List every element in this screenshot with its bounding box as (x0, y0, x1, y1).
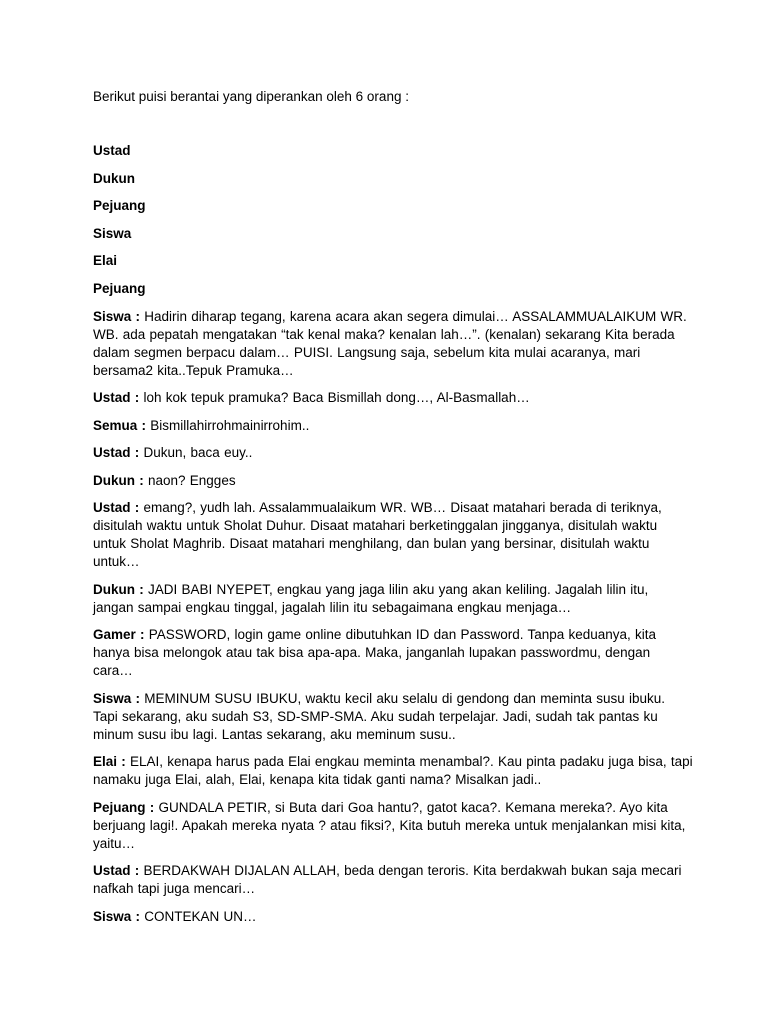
line-text: Hadirin diharap tegang, karena acara akan segera dimulai… ASSALAMMUALAIKUM WR. WB. ada pepatah mengatakan “tak kenal maka? kenalan lah…”. (kenalan) sekarang Kita berada dalam segmen berpacu dalam… PUISI. Langsung saja, sebelum kita mulai acaranya, mari bersama2 kita..Tepuk Pramuka… (93, 308, 687, 378)
speaker-label: Siswa : (93, 690, 141, 706)
intro-text: Berikut puisi berantai yang diperankan oleh 6 orang : (93, 89, 409, 104)
line-text: JADI BABI NYEPET, engkau yang jaga lilin aku yang akan keliling. Jagalah lilin itu, jangan sampai engkau tinggal, jagalah lilin itu sebagaimana engkau menjaga… (93, 581, 649, 615)
speaker-label: Siswa : (93, 308, 141, 324)
cast-item-pejuang-2: Pejuang (93, 280, 146, 296)
dialogue-line (93, 908, 693, 926)
dialogue-line (93, 389, 693, 407)
cast-item-siswa: Siswa (93, 225, 132, 241)
cast-list (93, 142, 693, 308)
dialogue-line (93, 862, 693, 898)
dialogue-line (93, 444, 693, 462)
document-page (93, 88, 693, 935)
dialogue-line (93, 472, 693, 490)
dialogue-section (93, 308, 693, 926)
dialogue-line (93, 690, 693, 744)
speaker-label: Ustad : (93, 863, 140, 879)
line-text: loh kok tepuk pramuka? Baca Bismillah dong…, Al-Basmallah… (139, 390, 530, 406)
dialogue-line (93, 308, 693, 380)
dialogue-line (93, 581, 693, 617)
speaker-label: Ustad : (93, 445, 140, 461)
speaker-label: Gamer : (93, 627, 145, 643)
speaker-label: Dukun : (93, 472, 144, 488)
line-text: CONTEKAN UN… (140, 908, 257, 924)
speaker-label: Semua : (93, 417, 147, 433)
speaker-label: Ustad : (93, 390, 140, 406)
speaker-label: Dukun : (93, 581, 144, 597)
dialogue-line (93, 499, 693, 571)
speaker-label: Ustad : (93, 500, 140, 516)
line-text: GUNDALA PETIR, si Buta dari Goa hantu?, gatot kaca?. Kemana mereka?. Ayo kita berjuang lagi!. Apakah mereka nyata ? atau fiksi?, Kita butuh mereka untuk menjalankan misi kita, yaitu… (93, 799, 686, 851)
cast-item-ustad: Ustad (93, 143, 131, 158)
line-text: emang?, yudh lah. Assalammualaikum WR. WB… Disaat matahari berada di teriknya, disitulah waktu untuk Sholat Duhur. Disaat matahari berketinggalan jingganya, disitulah waktu untuk Sholat Maghrib. Disaat matahari menghilang, dan bulan yang bersinar, disitulah waktu untuk… (93, 500, 662, 570)
line-text: BERDAKWAH DIJALAN ALLAH, beda dengan teroris. Kita berdakwah bukan saja mecari nafkah tapi juga mencari… (93, 863, 682, 897)
dialogue-line (93, 753, 693, 789)
speaker-label: Siswa : (93, 908, 141, 924)
cast-item-dukun: Dukun (93, 170, 135, 186)
dialogue-line (93, 799, 693, 853)
line-text: ELAI, kenapa harus pada Elai engkau meminta menambal?. Kau pinta padaku juga bisa, tapi namaku juga Elai, alah, Elai, kenapa kita tidak ganti nama? Misalkan jadi.. (93, 754, 693, 788)
speaker-label: Pejuang : (93, 799, 155, 815)
line-text: Dukun, baca euy.. (139, 445, 253, 461)
line-text: naon? Engges (143, 472, 236, 488)
cast-item-pejuang: Pejuang (93, 198, 146, 214)
line-text: PASSWORD, login game online dibutuhkan ID dan Password. Tanpa keduanya, kita hanya bisa melongok atau tak bisa apa-apa. Maka, janganlah lupakan passwordmu, dengan cara… (93, 627, 657, 679)
speaker-label: Elai : (93, 754, 126, 770)
cast-item-elai: Elai (93, 253, 118, 269)
line-text: Bismillahirrohmainirrohim.. (146, 417, 310, 433)
dialogue-line (93, 417, 693, 435)
dialogue-line (93, 626, 693, 680)
line-text: MEMINUM SUSU IBUKU, waktu kecil aku selalu di gendong dan meminta susu ibuku. Tapi sekarang, aku sudah S3, SD-SMP-SMA. Aku sudah terpelajar. Jadi, sudah tak pantas ku minum susu ibu lagi. Lantas sekarang, aku meminum susu.. (93, 690, 666, 742)
